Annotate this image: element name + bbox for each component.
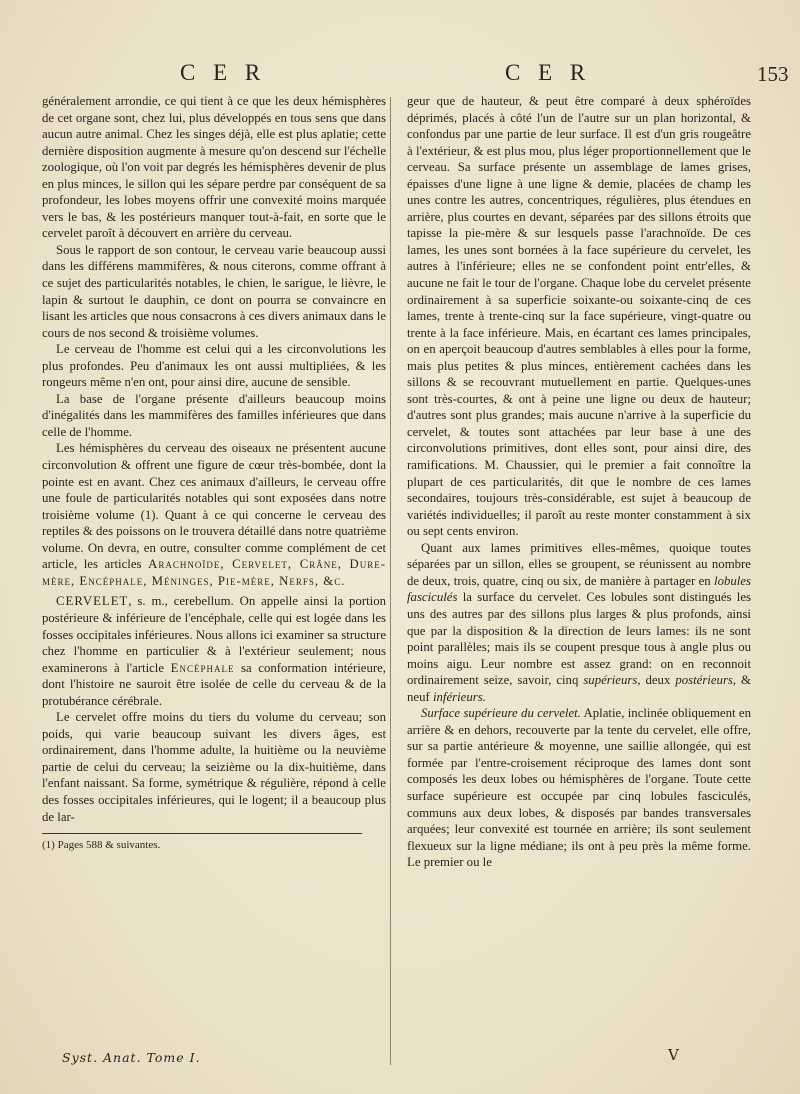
paragraph: La base de l'organe présente d'ailleurs beaucoup moins d'inégalités dans les mammifères des familles inférieures que dans celle de l'homme. (42, 391, 386, 439)
paragraph: Le cervelet offre moins du tiers du volume du cerveau; son poids, qui varie beaucoup suivant les divers âges, est ordinairement, dans l'homme adulte, la huitième ou la neuvième partie de celui du cerveau; la seizième ou la dix-huitième, dans l'enfant naissant. Sa forme, symétrique & régulière, répond à celle des fosses occipitales inférieures, qui le logent; il a beaucoup plus de lar- (42, 710, 386, 824)
paragraph (42, 440, 386, 589)
section-title: Surface supérieure du cervelet. (421, 706, 581, 721)
column-rule (390, 97, 391, 1065)
entry-text: , s. m., cerebellum. On appelle ainsi la portion postérieure & inférieure de l'encéphale, celle qui est logée dans les fosses occipitales inférieures. Nous allons ici examiner sa structure chez l'homme en particulier & à l'extérieur seulement; nous examinerons à l'article (42, 594, 386, 675)
paragraph (407, 705, 751, 870)
footnote-rule (42, 833, 362, 834)
paragraph-text: Aplatie, inclinée obliquement en arrière & en dehors, recouverte par la tente du cervelet, elle offre, sur sa partie antérieure & moyenne, une saillie allongée, qui est formée par l'entre-croisement réciproque des lames dont sont composés les deux lobes ou hémisphères de l'organe. Toute cette surface supérieure est occupée par cinq lobules fasciculés, communs aux deux lobes, & disposés par bandes transversales arquées; leur convexité est tournée en arrière; ils sont seulement flexueux sur la ligne médiane; ils ont à peu près la même forme. Le premier ou le (407, 706, 751, 870)
running-header (0, 60, 800, 90)
paragraph-text: Les hémisphères du cerveau des oiseaux ne présentent aucune circonvolution & offrent une figure de cœur très-bombée, dont la pointe est en avant. Chez ces animaux d'ailleurs, le cerveau offre une foule de particularités notables qui sont exposées dans notre troisième volume (1). Quant à ce qui concerne le cerveau des reptiles & des poissons on le trouvera détaillé dans notre quatrième volume. On devra, en outre, consulter comme complément de cet article, les articles (42, 441, 386, 572)
paragraph: geur que de hauteur, & peut être comparé à deux sphéroïdes déprimés, placés à côté l'un de l'autre sur un plan horizontal, & confondus par une partie de leur surface. Il est d'un gris rougeâtre à l'extérieur, & est plus mou, plus léger proportionnellement que le cerveau. Sa surface présente un assemblage de lames grises, épaisses d'une ligne à une ligne & demie, placées de champ les unes contre les autres, concentriques, régulières, plus étendues en arrière, plus courtes en devant, séparées par des sillons étroits que tapisse la pie-mère & sur lesquels passe l'arachnoïde. De ces lames, les unes sont bornées à la face supérieure du cervelet, les autres à l'inférieure; elles ne se confondent point entr'elles, & aucune ne fait le tour de l'organe. Chaque lobe du cervelet présente ordinairement à sa superficie soixante-ou soixante-cinq de ces lames, trente à trente-cinq sur la face supérieure, vingt-quatre ou trente à la face inférieure. Mais, en écartant ces lames principales, on en aperçoit beaucoup d'autres semblables à elles pour la forme, mais plus petites & plus minces, entièrement cachées dans les sillons & se recouvrant mutuellement en partie. Quelques-unes sont très-courtes, & ont à peine une ligne ou deux de hauteur; d'autres sont plus grandes; mais aucune n'arrive à la superficie du cervelet, & toutes sont attachées par leur base à une des circonvolutions primitives, dont elles sont, pour ainsi dire, des ramifications. M. Chaussier, qui le premier a fait connoître la plupart de ces particularités, dit que le nombre de ces lames secondaires, toujours très-considérable, est sujet à beaucoup de variétés individuelles; il paroît au reste monter constamment à six ou sept cents environ. (407, 94, 751, 539)
entry-headword: CERVELET (56, 594, 129, 609)
dictionary-entry (42, 593, 386, 709)
signature-mark: V (668, 1046, 679, 1064)
signature-line: Syst. Anat. Tome I. (62, 1050, 201, 1065)
running-head-left: C E R (180, 60, 267, 85)
footnote: (1) Pages 588 & suivantes. (42, 839, 161, 852)
right-column (407, 93, 751, 871)
paragraph-text: , deux (637, 673, 671, 688)
entry-cross-reference: Encéphale (170, 660, 235, 675)
running-head-right: C E R (505, 60, 592, 85)
italic-term: lobules fasciculés (407, 573, 752, 605)
paragraph: généralement arrondie, ce qui tient à ce que les deux hémisphères de cet organe sont, chez lui, plus développés en tous sens que dans aucun autre animal. Chez les singes déjà, elle est plus aplatie; cette dernière disposition augmente à mesure qu'on descend sur l'échelle zoologique, où l'on voit par degrés les hémisphères devenir de plus en plus minces, le sillon qui les sépare perdre par conséquent de sa profondeur, les lobes moyens offrir une convexité moins marquée vers le bas, & les postérieurs manquer tout-à-fait, en sorte que le cervelet paroît à découvert en arrière du cerveau. (42, 94, 386, 241)
paragraph (407, 540, 751, 705)
left-column (42, 93, 386, 852)
paragraph: Sous le rapport de son contour, le cerveau varie beaucoup aussi dans les différens mammifères, & nous citerons, comme offrant à ce sujet des particularités notables, le chien, le sarigue, le lièvre, le lapin & surtout le dauphin, ce dont on pourra se convaincre en lisant les articles que nous consacrons à ces divers animaux dans le cours de nos second & troisième volumes. (42, 242, 386, 340)
italic-term: inférieurs. (432, 689, 486, 704)
entry-text-end: sa conformation intérieure, dont l'histoire ne sauroit être isolée de celle du cerveau & de la protubérance cérébrale. (42, 660, 386, 708)
paragraph: Le cerveau de l'homme est celui qui a les circonvolutions les plus profondes. Peu d'animaux les ont aussi multipliées, & les rongeurs même n'en ont, pour ainsi dire, aucune de sensible. (42, 342, 386, 390)
paragraph-text: la surface du cervelet. Ces lobules sont distingués les uns des autres par des sillons plus larges & plus profonds, ainsi que par la disposition & la direction de leurs lames: ils ne sont point parallèles; mais ils se coupent presque tous à angle plus ou moins aigu. Leur nombre est assez grand: on en reconnoit ordinairement seize, savoir, cinq (407, 590, 751, 688)
paragraph-text: , & neuf (407, 673, 751, 704)
page-number: 153 (757, 62, 789, 86)
paragraph-text: Quant aux lames primitives elles-mêmes, quoique toutes séparées par un sillon, elles se groupent, se réunissent au nombre de deux, trois, quatre, cinq ou six, de manière à partager en (407, 540, 751, 588)
cross-references: Arachnoïde, Cervelet, Crâne, Dure-mère, Encéphale, Méninges, Pie-mère, Nerfs, &c. (42, 557, 387, 588)
italic-term: postérieurs (675, 673, 733, 688)
italic-term: supérieurs (583, 673, 638, 688)
